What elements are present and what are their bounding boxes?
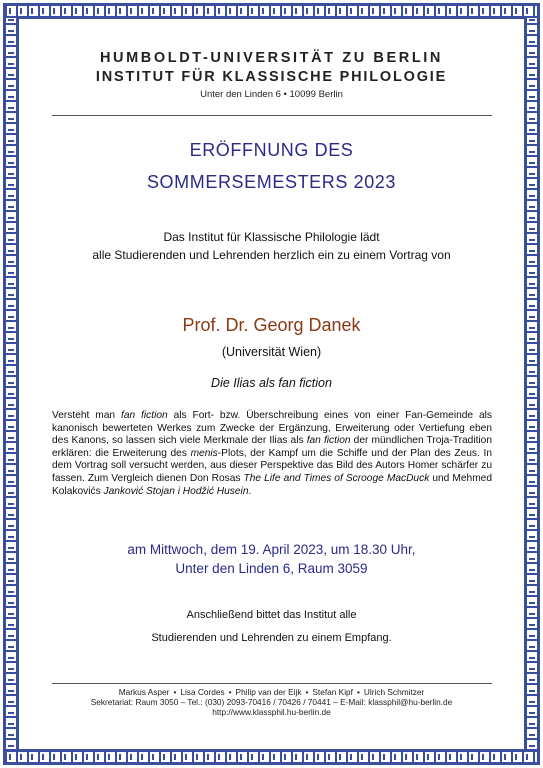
footer-divider xyxy=(52,683,492,684)
meander-border-top xyxy=(5,5,538,17)
reception-line1: Anschließend bittet das Institut alle xyxy=(186,609,357,621)
abstract-italic-work: The Life and Times of Scrooge MacDuck xyxy=(243,472,430,484)
abstract-italic-work: Janković Stojan i Hodžić Husein xyxy=(103,485,249,497)
abstract-text: -Plots, der Kampf um die Schiffe und der Plan des Zeus. In dem Vortrag soll versucht werden, aus dieser Perspektive das Bild des Autors Homer schärfer zu fassen. Zum Vergleich dienen Don Rosas xyxy=(52,447,492,484)
abstract-text: . xyxy=(248,485,252,497)
website-link[interactable]: http://www.klassphil.hu-berlin.de xyxy=(212,707,331,717)
separator-dot: • xyxy=(356,687,360,697)
university-name: HUMBOLDT-UNIVERSITÄT ZU BERLIN xyxy=(99,50,443,66)
meander-border-bottom xyxy=(5,751,538,763)
event-date-time: am Mittwoch, dem 19. April 2023, um 18.30 Uhr, xyxy=(127,542,416,557)
faculty-name: Markus Asper xyxy=(118,687,170,697)
abstract-text: und Mehmed Kolakovićs xyxy=(52,472,493,497)
invitation-text xyxy=(0,228,543,264)
faculty-name: Stefan Kipf xyxy=(312,687,353,697)
talk-abstract xyxy=(52,410,492,498)
invitation-line2: alle Studierenden und Lehrenden herzlich ein zu einem Vortrag von xyxy=(92,248,451,262)
separator-dot: • xyxy=(228,687,232,697)
speaker-name: Prof. Dr. Georg Danek xyxy=(182,315,361,335)
separator-dot: • xyxy=(305,687,309,697)
abstract-italic-term: fan fiction xyxy=(121,410,168,421)
event-title-line1: ERÖFFNUNG DES xyxy=(189,140,354,160)
faculty-name: Lisa Cordes xyxy=(180,687,225,697)
reception-line2: Studierenden und Lehrenden zu einem Empfang. xyxy=(151,632,392,644)
speaker-affiliation: (Universität Wien) xyxy=(221,345,322,359)
faculty-names xyxy=(0,687,543,698)
institute-name: INSTITUT FÜR KLASSISCHE PHILOLOGIE xyxy=(95,69,448,85)
institute-address: Unter den Linden 6 • 10099 Berlin xyxy=(200,89,343,100)
faculty-name: Ulrich Schmitzer xyxy=(363,687,425,697)
talk-title: Die Ilias als fan fiction xyxy=(211,376,332,390)
event-location: Unter den Linden 6, Raum 3059 xyxy=(175,561,368,576)
separator-dot: • xyxy=(173,687,177,697)
faculty-name: Philip van der Eijk xyxy=(235,687,302,697)
abstract-italic-term: fan fiction xyxy=(306,435,351,447)
event-title-line2: SOMMERSEMESTERS 2023 xyxy=(146,172,397,192)
abstract-text: als Fort- bzw. Überschreibung eines von einer Fan-Gemeinde als kanonisch bewerteten Werkes zum Zwecke der Ergänzung, Erweiterung oder Vertiefung eben des Kanons, so lassen sich viele Merkmale der Ilias als xyxy=(52,410,493,447)
header-divider xyxy=(52,115,492,116)
abstract-italic-term: menis xyxy=(190,447,218,459)
abstract-text: Versteht man xyxy=(52,410,121,421)
secretariat-contact: Sekretariat: Raum 3050 – Tel.: (030) 2093-70416 / 70426 / 70441 – E-Mail: klassphil@hu-berlin.de xyxy=(90,697,453,707)
abstract-text: der mündlichen Troja-Tradition erklären: die Erweiterung des xyxy=(52,435,493,459)
invitation-line1: Das Institut für Klassische Philologie lädt xyxy=(163,230,380,244)
